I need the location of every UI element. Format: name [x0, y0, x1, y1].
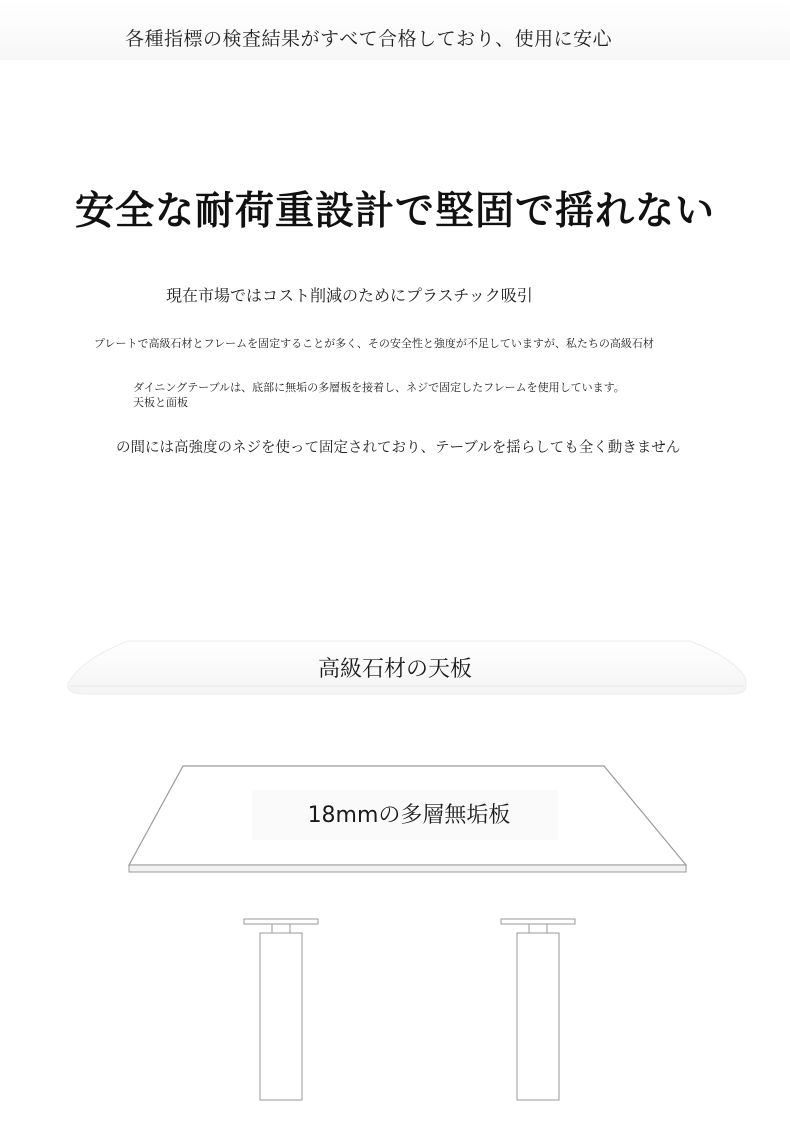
- left-leg: [244, 919, 318, 1100]
- description-line-1: 現在市場ではコスト削減のためにプラスチック吸引: [166, 286, 533, 305]
- caption-text: 各種指標の検査結果がすべて合格しており、使用に安心: [125, 28, 613, 50]
- headline: 安全な耐荷重設計で堅固で揺れない: [74, 189, 715, 234]
- stone-tabletop-label: 高級石材の天板: [317, 657, 472, 682]
- description-line-3: ダイニングテーブルは、底部に無垢の多層板を接着し、ネジで固定したフレームを使用しています。天板と面板: [133, 381, 625, 409]
- description-line-2: プレートで高級石材とフレームを固定することが多く、その安全性と強度が不足していますが、私たちの高級石材: [94, 337, 654, 350]
- description-line-4: の間には高強度のネジを使って固定されており、テーブルを揺らしても全く動きません: [116, 440, 681, 456]
- right-leg: [501, 919, 575, 1100]
- multilayer-board-label: 18mmの多層無垢板: [307, 803, 511, 828]
